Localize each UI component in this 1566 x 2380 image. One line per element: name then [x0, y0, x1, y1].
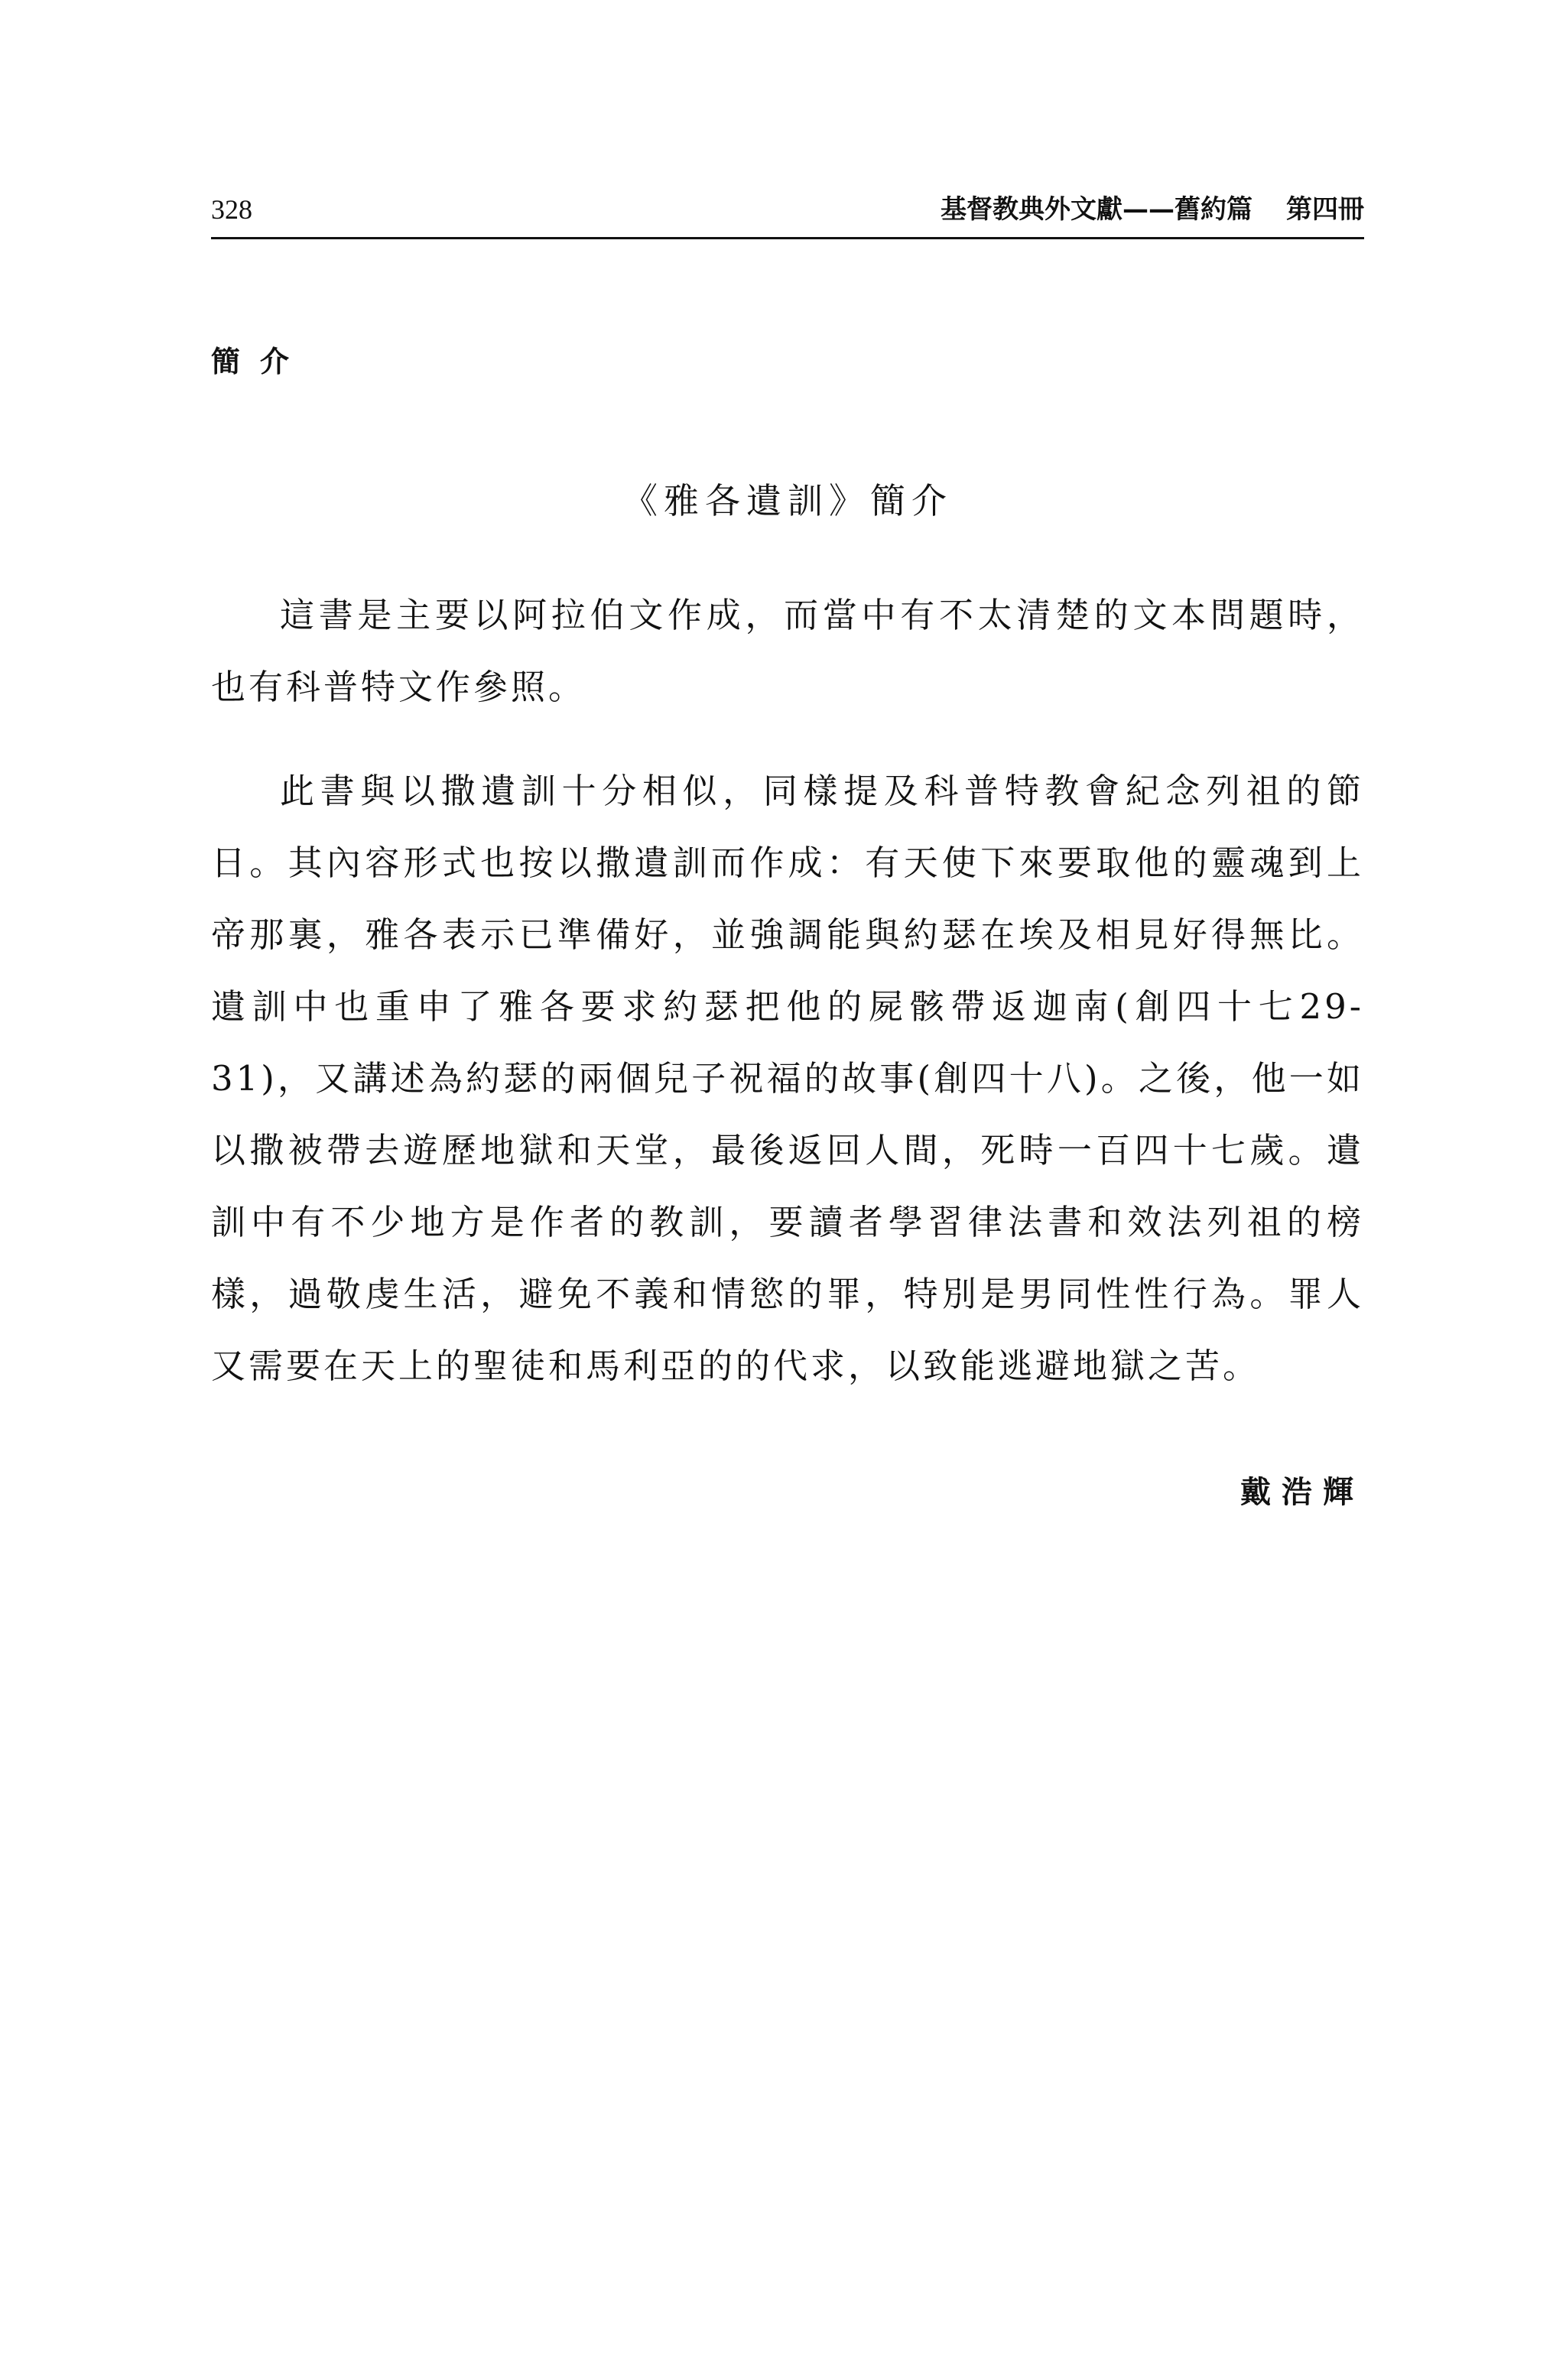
paragraph-1: 這書是主要以阿拉伯文作成，而當中有不太清楚的文本問題時，也有科普特文作參照。 — [211, 595, 1364, 707]
section-label: 簡介 — [211, 345, 310, 378]
running-head-title — [941, 187, 1364, 232]
running-head — [211, 187, 1364, 239]
book-title: 基督教典外文獻——舊約篇 — [941, 194, 1252, 225]
author-signature: 戴浩輝 — [1240, 1475, 1364, 1510]
article-title: 《雅各遺訓》簡介 — [622, 480, 953, 521]
paragraph-2: 此書與以撒遺訓十分相似，同樣提及科普特教會紀念列祖的節日。其內容形式也按以撒遺訓而作成：有天使下來要取他的靈魂到上帝那裏，雅各表示已準備好，並強調能與約瑟在埃及相見好得無比。遺訓中也重申了雅各要求約瑟把他的屍骸帶返迦南(創四十七29-31)，又講述為約瑟的兩個兒子祝福的故事(創四十八)。之後，他一如以撒被帶去遊歷地獄和天堂，最後返回人間，死時一百四十七歲。遺訓中有不少地方是作者的教訓，要讀者學習律法書和效法列祖的榜樣，過敬虔生活，避免不義和情慾的罪，特別是男同性性行為。罪人又需要在天上的聖徒和馬利亞的的代求，以致能逃避地獄之苦。 — [211, 771, 1364, 1386]
volume-label: 第四冊 — [1286, 194, 1364, 225]
page-number: 328 — [211, 194, 252, 225]
